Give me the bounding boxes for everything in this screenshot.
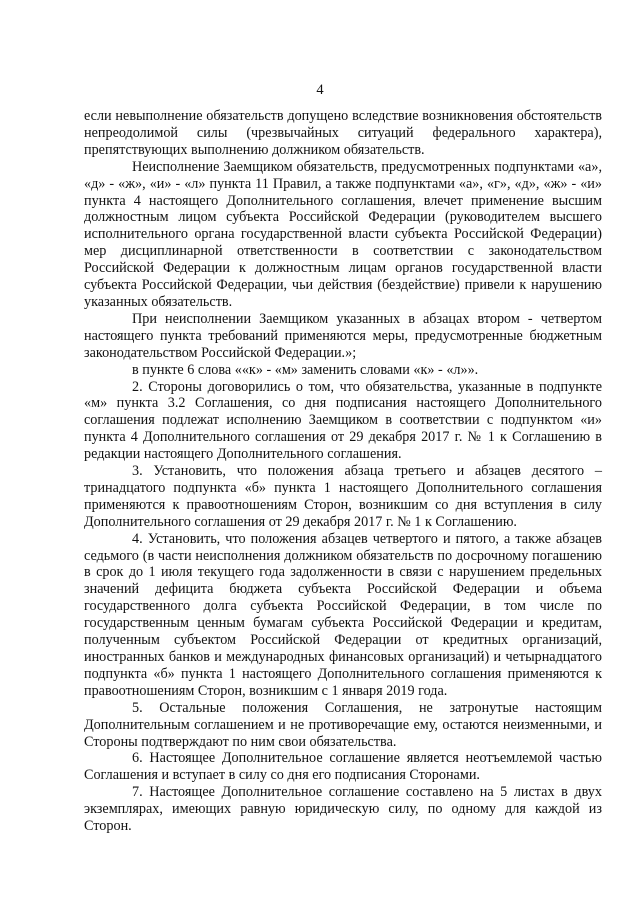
paragraph-clause-2: 2. Стороны договорились о том, что обязательства, указанные в подпункте «м» пункта 3.2 Соглашения, со дня подписания настоящего Дополнительного соглашения подлежат исполнению Заемщиком в соответствии с подпунктом «и» пункта 4 Дополнительного соглашения от 29 декабря 2017 г. № 1 к Соглашению в редакции настоящего Дополнительного соглашения. (84, 378, 602, 463)
paragraph-item-6-replace: в пункте 6 слова ««к» - «м» заменить словами «к» - «л»». (132, 361, 479, 378)
document-body (84, 108, 602, 835)
paragraph-measures: При неисполнении Заемщиком указанных в абзацах втором - четвертом настоящего пункта требований применяются меры, предусмотренные бюджетным законодательством Российской Федерации.»; (84, 310, 602, 361)
paragraph-clause-6: 6. Настоящее Дополнительное соглашение является неотъемлемой частью Соглашения и вступает в силу со дня его подписания Сторонами. (84, 750, 602, 784)
page-number: 4 (316, 82, 324, 98)
paragraph-clause-5: 5. Остальные положения Соглашения, не затронутые настоящим Дополнительным соглашением и не противоречащие ему, остаются неизменными, и Стороны подтверждают по ним свои обязательства. (84, 699, 602, 750)
paragraph-nonfulfillment: Неисполнение Заемщиком обязательств, предусмотренных подпунктами «а», «д» - «ж», «и» - «л» пункта 11 Правил, а также подпунктами «а», «г», «д», «ж» - «и» пункта 4 настоящего Дополнительного соглашения, влечет применение высшим должностным лицом субъекта Российской Федерации (руководителем высшего исполнительного органа государственной власти субъекта Российской Федерации) мер дисциплинарной ответственности в соответствии с законодательством Российской Федерации к должностным лицам органов государственной власти субъекта Российской Федерации, чьи действия (бездействие) привели к нарушению указанных обязательств. (84, 158, 602, 310)
paragraph-clause-7: 7. Настоящее Дополнительное соглашение составлено на 5 листах в двух экземплярах, имеющих равную юридическую силу, по одному для каждой из Сторон. (84, 784, 602, 835)
paragraph-continuation: если невыполнение обязательств допущено вследствие возникновения обстоятельств непреодолимой силы (чрезвычайных ситуаций федерального характера), препятствующих выполнению должником обязательств. (84, 108, 602, 158)
paragraph-clause-3: 3. Установить, что положения абзаца третьего и абзацев десятого – тринадцатого подпункта «б» пункта 1 настоящего Дополнительного соглашения применяются к правоотношениям Сторон, возникшим со дня вступления в силу Дополнительного соглашения от 29 декабря 2017 г. № 1 к Соглашению. (84, 463, 602, 530)
paragraph-clause-4: 4. Установить, что положения абзацев четвертого и пятого, а также абзацев седьмого (в части неисполнения должником обязательств по досрочному погашению в срок до 1 июля текущего года задолженности в связи с нарушением предельных значений дефицита бюджета субъекта Российской Федерации и объема государственного долга субъекта Российской Федерации, в том числе по государственным ценным бумагам субъекта Российской Федерации и кредитам, полученным субъектом Российской Федерации от кредитных организаций, иностранных банков и международных финансовых организаций) и четырнадцатого подпункта «б» пункта 1 настоящего Дополнительного соглашения применяются к правоотношениям Сторон, возникшим с 1 января 2019 года. (84, 530, 602, 699)
